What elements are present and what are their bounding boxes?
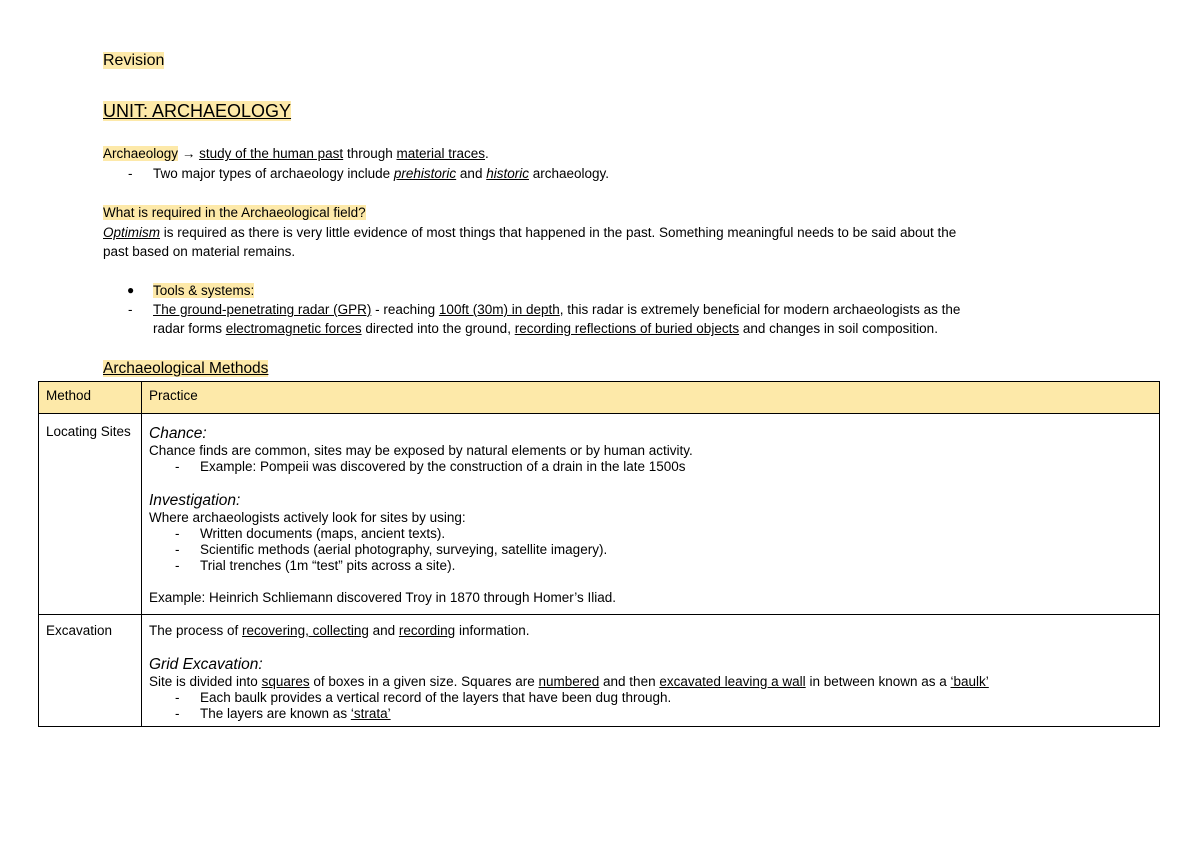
types-p2: and bbox=[456, 166, 487, 181]
grid-text bbox=[149, 674, 1151, 690]
optimism-line2 bbox=[103, 242, 295, 261]
header-method: Method bbox=[39, 382, 142, 414]
types-text bbox=[153, 164, 609, 183]
grid-gu4: ‘baulk’ bbox=[950, 674, 989, 689]
table-row bbox=[39, 615, 1160, 727]
optimism-text1: is required as there is very little evidence of most things that happened in the past. Something meaningful needs to be said about the bbox=[160, 225, 957, 240]
list-item: - Written documents (maps, ancient texts). bbox=[149, 526, 1151, 542]
investigation-text: Where archaeologists actively look for sites by using: bbox=[149, 510, 466, 525]
grid-g4: in between known as a bbox=[805, 674, 951, 689]
gpr-p2: , this radar is extremely beneficial for modern archaeologists as the bbox=[559, 302, 961, 317]
method-locating-sites: Locating Sites bbox=[39, 414, 142, 615]
question-text: What is required in the Archaeological field? bbox=[103, 205, 366, 220]
list-item: - Example: Pompeii was discovered by the construction of a drain in the late 1500s bbox=[149, 459, 1151, 475]
definition-line bbox=[103, 144, 489, 163]
grid-gu3: excavated leaving a wall bbox=[659, 674, 806, 689]
definition-part4: . bbox=[485, 146, 489, 161]
gpr-p3: radar forms bbox=[153, 321, 226, 336]
grid-g3: and then bbox=[599, 674, 660, 689]
optimism-term: Optimism bbox=[103, 225, 160, 240]
exc-p1: The process of bbox=[149, 623, 243, 638]
method-excavation: Excavation bbox=[39, 615, 142, 727]
strata-term: ‘strata’ bbox=[350, 706, 391, 721]
list-item bbox=[149, 706, 1151, 722]
grid-excavation-heading: Grid Excavation: bbox=[149, 656, 263, 673]
arrow-glyph: → bbox=[181, 146, 196, 161]
definition-part3: material traces bbox=[396, 146, 486, 161]
investigation-heading: Investigation: bbox=[149, 492, 241, 509]
gpr-p1: - reaching bbox=[371, 302, 439, 317]
gpr-p4: directed into the ground, bbox=[361, 321, 515, 336]
dash-marker: - bbox=[128, 166, 133, 181]
optimism-text2: past based on material remains. bbox=[103, 244, 296, 259]
unit-title bbox=[103, 101, 291, 122]
types-p3: archaeology. bbox=[528, 166, 610, 181]
question-heading bbox=[103, 203, 366, 222]
list-item: - Trial trenches (1m “test” pits across a site). bbox=[149, 558, 1151, 574]
bullet-icon: ● bbox=[127, 283, 135, 297]
list-item: - Each baulk provides a vertical record of the layers that have been dug through. bbox=[149, 690, 1151, 706]
exc-p3: information. bbox=[455, 623, 530, 638]
types-prehistoric: prehistoric bbox=[393, 166, 457, 181]
chance-text: Chance finds are common, sites may be exposed by natural elements or by human activity. bbox=[149, 443, 693, 458]
chance-heading: Chance: bbox=[149, 425, 207, 442]
definition-part2: through bbox=[343, 146, 397, 161]
exc-p2: and bbox=[368, 623, 399, 638]
heading-text: Revision bbox=[103, 52, 165, 69]
unit-title-text: UNIT: ARCHAEOLOGY bbox=[103, 101, 292, 121]
strata-prefix: The layers are known as bbox=[200, 706, 351, 721]
header-practice: Practice bbox=[142, 382, 1160, 414]
methods-table bbox=[38, 381, 1160, 727]
excavation-text bbox=[149, 623, 1151, 639]
optimism-line1 bbox=[103, 223, 956, 242]
methods-title-text: Archaeological Methods bbox=[103, 360, 269, 377]
practice-excavation bbox=[142, 615, 1160, 727]
gpr-p5: and changes in soil composition. bbox=[739, 321, 938, 336]
exc-u1: recovering, collecting bbox=[242, 623, 369, 638]
tools-text: Tools & systems: bbox=[153, 283, 255, 298]
grid-g1: Site is divided into bbox=[149, 674, 262, 689]
gpr-u1: The ground-penetrating radar (GPR) bbox=[153, 302, 372, 317]
grid-g2: of boxes in a given size. Squares are bbox=[309, 674, 539, 689]
investigation-example: Example: Heinrich Schliemann discovered Troy in 1870 through Homer’s Iliad. bbox=[149, 590, 616, 605]
gpr-line2 bbox=[153, 319, 938, 338]
table-header-row bbox=[39, 382, 1160, 414]
page-heading bbox=[103, 52, 164, 70]
list-item: - Scientific methods (aerial photography, surveying, satellite imagery). bbox=[149, 542, 1151, 558]
dash-marker: - bbox=[128, 302, 133, 317]
gpr-u4: recording reflections of buried objects bbox=[514, 321, 740, 336]
gpr-u3: electromagnetic forces bbox=[225, 321, 362, 336]
table-row bbox=[39, 414, 1160, 615]
definition-part1: study of the human past bbox=[199, 146, 344, 161]
gpr-u2: 100ft (30m) in depth bbox=[438, 302, 560, 317]
grid-gu2: numbered bbox=[538, 674, 600, 689]
types-historic: historic bbox=[486, 166, 529, 181]
definition-term: Archaeology bbox=[103, 146, 179, 161]
types-p1: Two major types of archaeology include bbox=[153, 166, 394, 181]
methods-title bbox=[103, 360, 268, 378]
exc-u2: recording bbox=[398, 623, 456, 638]
grid-gu1: squares bbox=[261, 674, 310, 689]
practice-locating-sites bbox=[142, 414, 1160, 615]
